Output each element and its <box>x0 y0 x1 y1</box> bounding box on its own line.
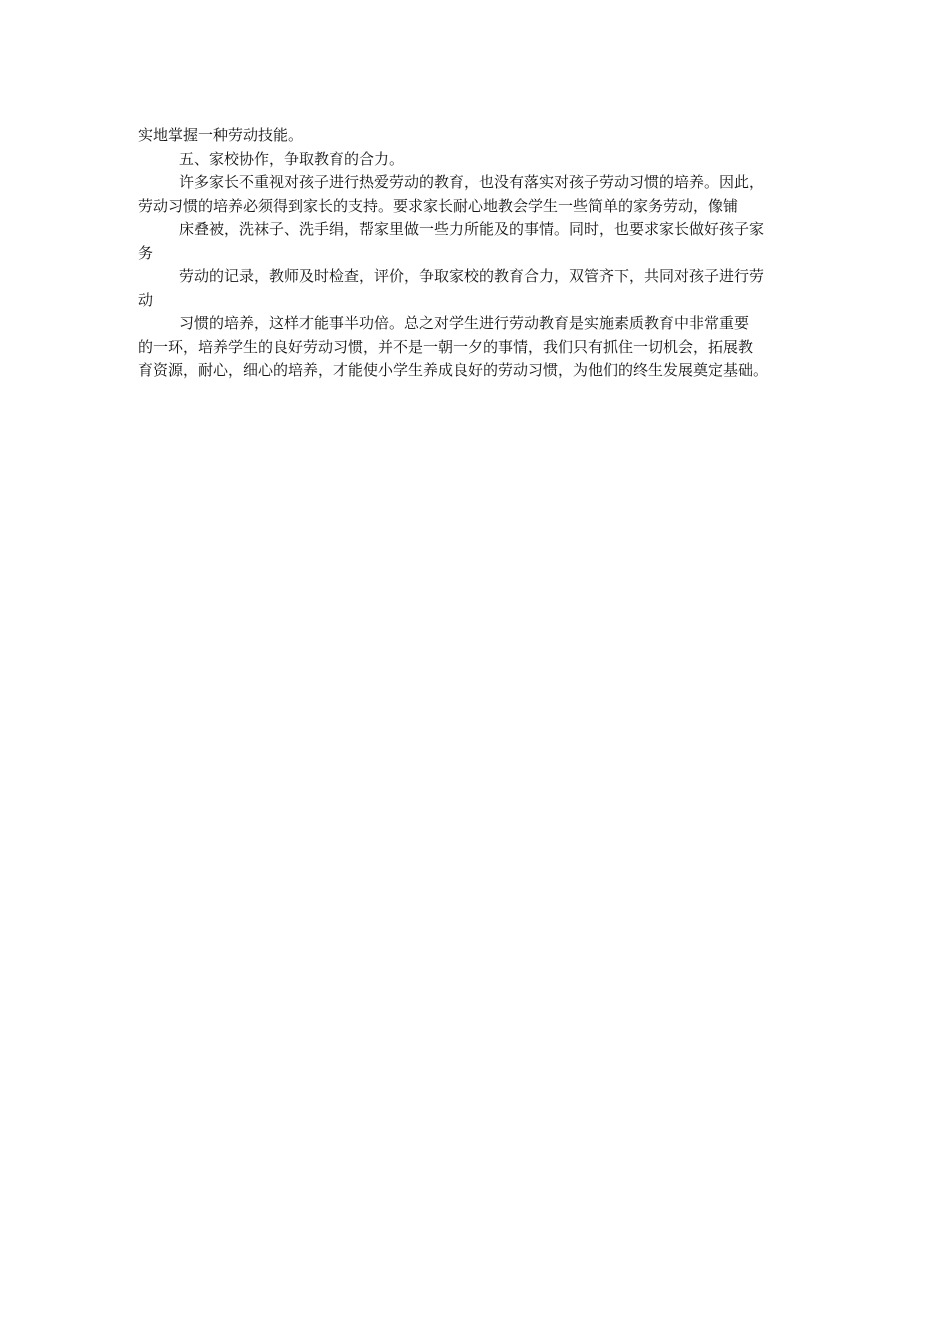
text-line: 的一环，培养学生的良好劳动习惯，并不是一朝一夕的事情，我们只有抓住一切机会，拓展教 <box>138 337 754 356</box>
text-line: 床叠被，洗袜子、洗手绢，帮家里做一些力所能及的事情。同时，也要求家长做好孩子家 <box>179 220 765 238</box>
text-line: 育资源，耐心，细心的培养，才能使小学生养成良好的劳动习惯，为他们的终生发展奠定基础。 <box>138 361 769 379</box>
text-line: 实地掌握一种劳动技能。 <box>138 126 304 144</box>
text-line: 劳动习惯的培养必须得到家长的支持。要求家长耐心地教会学生一些简单的家务劳动，像铺 <box>138 196 739 215</box>
body-text <box>138 124 828 383</box>
text-line: 务 <box>138 243 154 262</box>
text-line: 劳动的记录，教师及时检查，评价，争取家校的教育合力，双管齐下，共同对孩子进行劳 <box>179 267 765 285</box>
section-heading: 五、家校协作，争取教育的合力。 <box>179 149 405 168</box>
text-line: 习惯的培养，这样才能事半功倍。总之对学生进行劳动教育是实施素质教育中非常重要 <box>179 314 750 332</box>
text-line: 动 <box>138 290 154 309</box>
text-line: 许多家长不重视对孩子进行热爱劳动的教育，也没有落实对孩子劳动习惯的培养。因此， <box>179 173 765 191</box>
